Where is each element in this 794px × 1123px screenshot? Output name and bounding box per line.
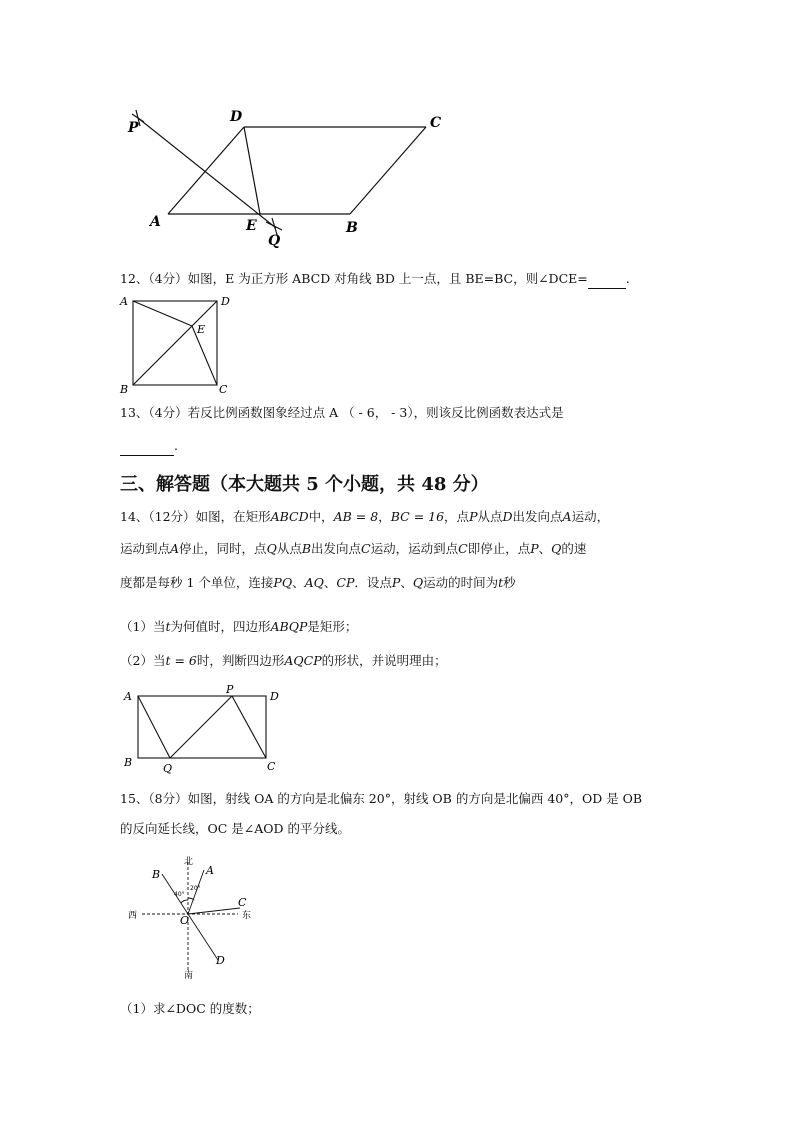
q14-math-aq: AQ (304, 575, 324, 590)
q12-answer-blank[interactable] (588, 270, 626, 289)
label-q: Q (268, 233, 281, 249)
q14-math-q: Q (412, 575, 424, 590)
q14-text: 为何值时，四边形 (170, 619, 271, 634)
label-d: D (230, 109, 243, 125)
rect-label-b: B (124, 756, 133, 769)
q14-math-d: D (502, 509, 513, 524)
sq-label-b: B (120, 383, 129, 396)
q12-end: . (625, 271, 630, 286)
rect-label-q: Q (163, 762, 173, 775)
q14-text: 出发向点 (512, 509, 563, 524)
q12-number: 12、 (120, 271, 149, 286)
q13-answer-blank[interactable] (120, 437, 174, 456)
q14-text: 中， (308, 509, 334, 524)
q14-text: 运动到点 (120, 541, 171, 556)
compass-label-d: D (216, 954, 225, 967)
q14-math-bc: BC = 16 (390, 509, 445, 524)
q14-text: ，点 (444, 509, 470, 524)
question-14-line-1 (120, 508, 680, 526)
rectangle-figure (120, 684, 295, 776)
ray-od (188, 914, 218, 960)
q14-text: ．设点 (354, 575, 392, 590)
side-da (168, 127, 244, 214)
q14-math-p: P (530, 541, 539, 556)
question-14-line-2 (120, 540, 680, 558)
parallelogram-figure (120, 100, 460, 250)
compass-east: 东 (242, 911, 252, 921)
label-e: E (246, 218, 257, 234)
q14-text: 停止，同时，点 (179, 541, 267, 556)
compass-label-c: C (238, 896, 247, 909)
q14-math-t6: t = 6 (165, 653, 197, 668)
q15-number: 15、 (120, 791, 149, 806)
q14-text: 运动，运动到点 (370, 541, 459, 556)
compass-figure (126, 852, 266, 982)
compass-west: 西 (128, 911, 138, 921)
rect-label-a: A (124, 690, 132, 703)
segment-de (244, 127, 260, 214)
ray-oc (188, 908, 240, 914)
question-15-line-1 (120, 790, 680, 808)
q14-text: 的形状，并说明理由； (321, 653, 447, 668)
angle-label-b: 40° (174, 891, 185, 898)
q13-end: . (174, 438, 178, 453)
q15-text: 的反向延长线，OC 是∠AOD 的平分线。 (120, 821, 351, 836)
question-15-sub-1 (120, 1000, 680, 1018)
q14-text: ， (378, 509, 391, 524)
q14-math-p: P (469, 509, 478, 524)
q14-math-pq: PQ (273, 575, 293, 590)
segment-aq (138, 696, 170, 758)
q14-math-t: t (498, 575, 504, 590)
q14-math-q: Q (551, 541, 562, 556)
ray-oa (188, 870, 204, 914)
sq-label-a: A (120, 295, 128, 308)
q15-text: 如图，射线 OA 的方向是北偏东 20°，射线 OB 的方向是北偏西 40°，OD 是 OB (187, 791, 643, 806)
q14-math-aqcp: AQCP (284, 653, 322, 668)
label-p: P (128, 120, 139, 136)
q14-text: （2）当 (120, 653, 166, 668)
q14-text: 、 (323, 575, 337, 590)
q15-sub-1-text: （1）求∠DOC 的度数； (120, 1001, 260, 1016)
q14-math-q: Q (266, 541, 277, 556)
question-14-sub-1 (120, 618, 680, 636)
question-13-answer-line (120, 437, 680, 456)
q14-text: 如图，在矩形 (195, 509, 271, 524)
q14-text: 的速 (561, 541, 587, 556)
q14-text: 秒 (503, 575, 516, 590)
question-14-line-3 (120, 574, 680, 592)
q13-text: 若反比例函数图象经过点 A （ - 6， - 3），则该反比例函数表达式是 (187, 405, 564, 420)
question-13 (120, 404, 680, 422)
q14-math-c: C (361, 541, 371, 556)
q14-text: 、 (538, 541, 552, 556)
q14-text: 从点 (276, 541, 302, 556)
compass-label-o: O (180, 914, 190, 927)
q14-text: 即停止，点 (467, 541, 531, 556)
angle-arc-a (188, 898, 194, 900)
q12-text: 如图，E 为正方形 ABCD 对角线 BD 上一点，且 BE=BC，则∠DCE= (187, 271, 588, 286)
q14-text: 从点 (477, 509, 503, 524)
q15-score: （8分） (148, 791, 188, 806)
compass-label-a: A (206, 864, 214, 877)
section-title: 三、解答题（本大题共 5 个小题，共 48 分） (120, 474, 489, 495)
segment-pc (232, 696, 266, 758)
label-a: A (150, 214, 161, 230)
q14-text: （1）当 (120, 619, 166, 634)
line-pq (138, 118, 276, 228)
q14-math-p: P (391, 575, 401, 590)
q14-math-ab: AB = 8 (333, 509, 379, 524)
q14-math-c: C (458, 541, 468, 556)
q14-text: 运动， (571, 509, 610, 524)
q14-text: 运动的时间为 (423, 575, 499, 590)
q14-text: 出发向点 (311, 541, 362, 556)
rectangle-abcd (138, 696, 266, 758)
compass-label-b: B (152, 868, 161, 881)
q14-math-b: B (301, 541, 312, 556)
sq-label-e: E (197, 323, 206, 336)
label-c: C (430, 115, 442, 131)
q14-math-rect: ABCD (270, 509, 309, 524)
side-bc (350, 127, 426, 214)
q13-score: （4分） (148, 405, 188, 420)
q14-text: 度都是每秒 1 个单位，连接 (120, 575, 274, 590)
question-15-line-2 (120, 820, 680, 838)
sq-label-d: D (221, 295, 230, 308)
q14-score: （12分） (148, 509, 196, 524)
angle-arc-b (181, 900, 188, 903)
rect-label-p: P (226, 683, 234, 696)
q14-text: 时，判断四边形 (196, 653, 285, 668)
q14-text: 是矩形； (307, 619, 358, 634)
square-figure (118, 293, 238, 398)
question-14-sub-2 (120, 652, 680, 670)
q14-number: 14、 (120, 509, 149, 524)
q13-number: 13、 (120, 405, 149, 420)
q14-math-t: t (165, 619, 171, 634)
q14-math-a: A (170, 541, 180, 556)
segment-qp (170, 696, 232, 758)
compass-south: 南 (184, 971, 194, 981)
rect-label-d: D (270, 690, 279, 703)
angle-label-a: 20° (190, 885, 201, 892)
label-b: B (346, 220, 358, 236)
q14-math-a: A (562, 509, 572, 524)
q12-score: （4分） (148, 271, 188, 286)
diagonal-bd (133, 301, 217, 385)
q14-text: 、 (400, 575, 413, 590)
segment-ae (133, 301, 192, 326)
q14-math-abqp: ABQP (270, 619, 308, 634)
q14-text: 、 (292, 575, 305, 590)
rect-label-c: C (267, 760, 276, 773)
question-12 (120, 270, 680, 289)
q14-math-cp: CP (336, 575, 355, 590)
compass-north: 北 (184, 857, 194, 867)
sq-label-c: C (219, 383, 228, 396)
